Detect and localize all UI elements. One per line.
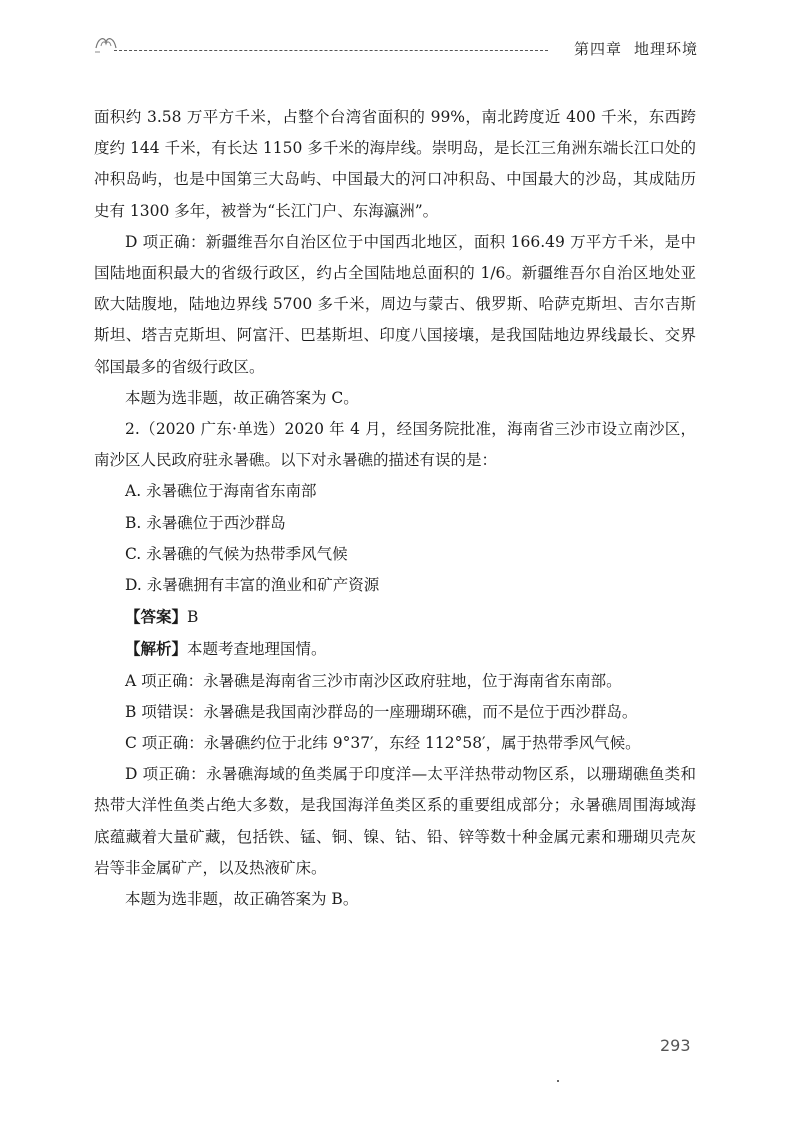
- scan-speck: [557, 1080, 559, 1082]
- option-b: B. 永暑礁位于西沙群岛: [125, 513, 286, 532]
- page-number: 293: [660, 1036, 691, 1055]
- paragraph-conclusion-b: 本题为选非题，故正确答案为 B。: [125, 890, 359, 909]
- analysis-b: B 项错误：永暑礁是我国南沙群岛的一座珊瑚环礁，而不是位于西沙群岛。: [125, 702, 638, 721]
- paragraph-continuation: 面积约 3.58 万平方千米，占整个台湾省面积的 99%，南北跨度近 400 千米，东西跨度约 144 千米，有长达 1150 多千米的海岸线。崇明岛，是长江三角洲东端长江口处的冲积岛屿，也是中国第三大岛屿、中国最大的河口冲积岛、中国最大的沙岛，其成陆历史有 1300 多年，被誉为“长江门户、东海瀛洲”。: [94, 108, 696, 220]
- answer-value: B: [187, 608, 199, 627]
- option-d: D. 永暑礁拥有丰富的渔业和矿产资源: [125, 576, 380, 595]
- analysis-label: 【解析】: [125, 639, 188, 659]
- header-divider: [114, 50, 548, 51]
- page-header: [92, 30, 698, 70]
- analysis-c: C 项正确：永暑礁约位于北纬 9°37′，东经 112°58′，属于热带季风气候。: [125, 734, 641, 753]
- analysis-d: D 项正确：永暑礁海域的鱼类属于印度洋—太平洋热带动物区系，以珊瑚礁鱼类和热带大洋性鱼类占绝大多数，是我国海洋鱼类区系的重要组成部分；永暑礁周围海域海底蕴藏着大量矿藏，包括铁、锰、铜、镍、钴、铅、锌等数十种金属元素和珊瑚贝壳灰岩等非金属矿产，以及热液矿床。: [94, 765, 696, 877]
- chapter-number: 第四章: [573, 40, 622, 58]
- analysis-a: A 项正确：永暑礁是海南省三沙市南沙区政府驻地，位于海南省东南部。: [125, 671, 622, 690]
- page-body: [94, 102, 696, 915]
- option-a: A. 永暑礁位于海南省东南部: [125, 482, 317, 501]
- answer-line: [94, 601, 696, 633]
- chapter-title: 地理环境: [633, 40, 698, 58]
- answer-label: 【答案】: [125, 607, 188, 627]
- analysis-line: [94, 633, 696, 665]
- analysis-text: 本题考查地理国情。: [187, 640, 327, 659]
- option-c: C. 永暑礁的气候为热带季风气候: [125, 544, 348, 563]
- paragraph-conclusion-c: 本题为选非题，故正确答案为 C。: [125, 388, 359, 407]
- question-stem: 2.（2020 广东·单选）2020 年 4 月，经国务院批准，海南省三沙市设立南沙区，南沙区人民政府驻永暑礁。以下对永暑礁的描述有误的是：: [94, 420, 696, 470]
- paragraph-option-d-xinjiang: D 项正确：新疆维吾尔自治区位于中国西北地区，面积 166.49 万平方千米，是中国陆地面积最大的省级行政区，约占全国陆地总面积的 1/6。新疆维吾尔自治区地处亚欧大陆腹地，陆地边界线 5700 多千米，周边与蒙古、俄罗斯、哈萨克斯坦、吉尔吉斯斯坦、塔吉克斯坦、阿富汗、巴基斯坦、印度八国接壤，是我国陆地边界线最长、交界邻国最多的省级行政区。: [94, 232, 696, 376]
- chapter-heading: [562, 38, 698, 59]
